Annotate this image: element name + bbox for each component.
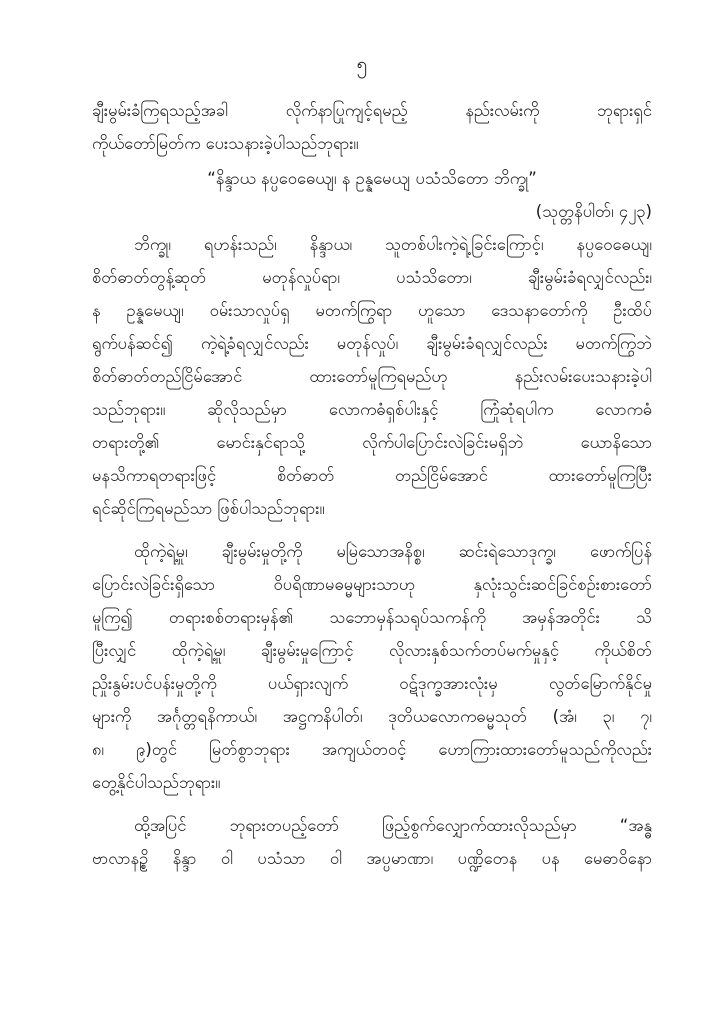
text-line: တရားတို့၏ မောင်းနှင်ရာသို့ လိုက်ပါပြောင်းလဲခြင်းမရှိဘဲ ယောနိသော — [92, 433, 652, 452]
text-line: ရင်ဆိုင်ကြရမည်သာ ဖြစ်ပါသည်ဘုရား။ — [92, 499, 325, 518]
paragraph — [92, 228, 652, 525]
text-line: န ဥန္နမေယျ၊ ဝမ်းသာလှုပ်ရှ မတက်ကြွရာ ဟူသော ဒေသနာတော်ကို ဦးထိပ် — [92, 301, 652, 320]
text-line: ၈၊ ၉)တွင် မြတ်စွာဘုရား အကျယ်တဝင့် ဟောကြားထားတော်မူသည်ကိုလည်း — [92, 740, 652, 759]
text-line: ဘိက္ခု၊ ရဟန်းသည်၊ နိန္ဒာယ၊ သူတစ်ပါးကဲ့ရဲ့ခြင်းကြောင့်၊ နပ္ပဝေဓေယျ၊ — [134, 235, 652, 254]
paragraph — [92, 809, 652, 875]
text-line: ကိုယ်တော်မြတ်က ပေးသနားခဲ့ပါသည်ဘုရား။ — [92, 134, 359, 153]
text-line: တွေ့နိုင်ပါသည်ဘုရား။ — [92, 773, 221, 792]
text-line: ချီးမွမ်းခံကြရသည့်အခါ လိုက်နာပြုကျင့်ရမည့် နည်းလမ်းကို ဘုရားရှင် — [92, 101, 652, 120]
text-line: ပြောင်းလဲခြင်းရှိသော ဝိပရိဏာမဓမ္မများသာဟု နှလုံးသွင်းဆင်ခြင်စဉ်းစားတော် — [92, 575, 652, 594]
paragraph — [92, 94, 652, 160]
text-line: ညှိုးနွမ်းပင်ပန်းမှုတို့ကို ပယ်ရှားလျက် ဝဋ်ဒုက္ခအားလုံးမှ လွတ်မြောက်နိုင်မှု — [92, 674, 652, 693]
text-line: ဗာလာနဥ္စိ နိန္ဒာ ဝါ ပသံသာ ဝါ အပ္ပမာဏာ၊ ပဏ္ဍိတေန ပန မေဓာဝိနော — [92, 849, 652, 868]
text-line: ထို့အပြင် ဘုရားတပည့်တော် ဖြည့်စွက်လျှောက်ထားလိုသည်မှာ “အန္ဓ — [134, 816, 652, 835]
quote-line: “နိန္ဒာယ နပ္ပဝေဓေယျ၊ န ဥန္နမေယျ ပသံသိတော ဘိက္ခု” — [207, 169, 537, 188]
body-text — [92, 94, 652, 875]
text-line: ရွက်ပန်ဆင်၍ ကဲ့ရဲ့ခံရလျှင်လည်း မတုန်လှုပ်၊ ချီးမွမ်းခံရလျှင်လည်း မတက်ကြွဘဲ — [92, 334, 652, 353]
quote-source: (သုတ္တနိပါတ်၊ ၄၂၃) — [535, 202, 652, 221]
text-line: မနသိကာရတရားဖြင့် စိတ်ဓာတ် တည်ငြိမ်အောင် ထားတော်မူကြပြီး — [92, 466, 652, 485]
text-line: များကို အင်္ဂုတ္တရနိကာယ်၊ အဋ္ဌကနိပါတ်၊ ဒုတိယလောကဓမ္မသုတ် (အံ၊ ၃၊ ၇၊ — [92, 707, 652, 726]
text-line: စိတ်ဓာတ်တွန့်ဆုတ် မတုန်လှုပ်ရာ၊ ပသံသိတော၊ ချီးမွမ်းခံရလျှင်လည်း၊ — [92, 268, 652, 287]
text-line: သည်ဘုရား။ ဆိုလိုသည်မှာ လောကဓံရှစ်ပါးနှင့် ကြုံဆုံရပါက လောကဓံ — [92, 400, 652, 419]
paragraph — [92, 535, 652, 799]
text-line: စိတ်ဓာတ်တည်ငြိမ်အောင် ထားတော်မူကြရမည်ဟု နည်းလမ်းပေးသနားခဲ့ပါ — [92, 367, 652, 386]
text-line: ပြီးလျှင် ထိုကဲ့ရဲ့မှု၊ ချီးမွမ်းမှုကြောင့် လိုလားနှစ်သက်တပ်မက်မှုနှင့် ကိုယ်စိတ် — [92, 641, 652, 660]
text-line: မူကြ၍ တရားစစ်တရားမှန်၏ သဘောမှန်သရုပ်သကန်ကို အမှန်အတိုင်း သိ — [92, 608, 652, 627]
page-number: ၅ — [356, 53, 368, 75]
text-line: ထိုကဲ့ရဲ့မှု၊ ချီးမွမ်းမှုတို့ကို မမြဲသောအနိစ္စ၊ ဆင်းရဲသောဒုက္ခ၊ ဖောက်ပြန် — [134, 542, 652, 561]
